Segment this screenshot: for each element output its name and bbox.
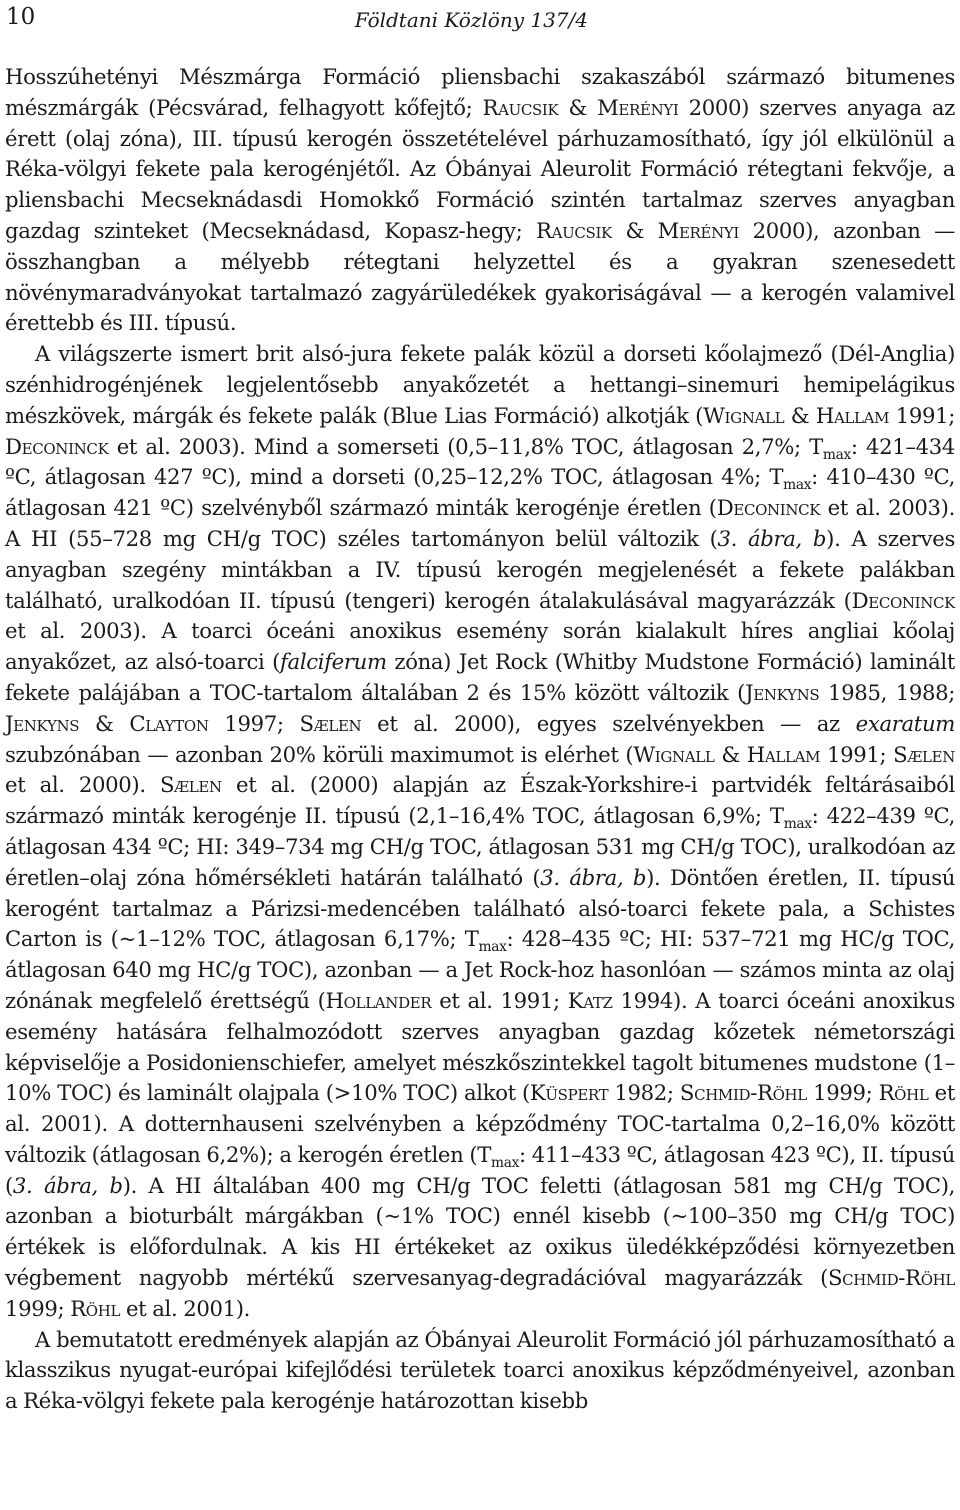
text-run: & <box>79 710 130 736</box>
author-citation: Röhl <box>878 1080 929 1106</box>
text-run: 1982; <box>608 1080 680 1106</box>
author-citation: Küspert <box>529 1080 609 1106</box>
author-citation: Wignall <box>633 741 715 767</box>
text-run: & <box>714 741 747 767</box>
page-number: 10 <box>6 4 36 30</box>
text-run: A világszerte ismert brit alsó-jura fekete palák közül a dorseti kőolajmező (Dél-Anglia) szénhidrogénjének legjelentősebb anyakőzetét a hettangi–sinemuri hemipelágikus mészkövek, márgák és fekete palák (Blue Lias Formáció) alkotják ( <box>5 341 955 428</box>
page-header <box>0 0 960 40</box>
text-run: ). Döntően éretlen, II. típusú kerogént tartalmaz a Párizsi-medencében található alsó-toarci fekete pala, a Schistes Carton is (~1–12% TOC, átlagosan 6,17%; T <box>5 864 956 952</box>
subscript: max <box>491 1155 520 1172</box>
author-citation: Hollander <box>325 987 432 1013</box>
author-citation: Wignall <box>703 402 785 428</box>
author-citation: Hallam <box>746 741 821 767</box>
italic-text: exaratum <box>855 710 955 736</box>
text-run: : 422–439 ºC, átlagosan 434 ºC; HI: 349–734 mg CH/g TOC, átlagosan 531 mg CH/g TOC), uralkodóan az éretlen–olaj zóna hőmérsékleti határán található ( <box>5 803 955 890</box>
text-run: et al. 2000). <box>5 772 160 798</box>
text-run: : 421–434 ºC, átlagosan 427 ºC), mind a dorseti (0,25–12,2% TOC, átlagosan 4%; T <box>5 433 955 490</box>
paragraph <box>5 339 955 1325</box>
text-run: et al. 1991; <box>431 987 568 1013</box>
text-run: : 411–433 ºC, átlagosan 423 ºC), II. típusú ( <box>5 1141 955 1198</box>
author-citation: Clayton <box>129 710 209 736</box>
text-run: 1997; <box>208 710 300 736</box>
text-run: et al. 2003). Mind a somerseti (0,5–11,8% TOC, átlagosan 2,7%; T <box>108 433 823 459</box>
subscript: max <box>478 939 507 956</box>
author-citation: Sælen <box>159 772 222 798</box>
text-run: : 410–430 ºC, átlagosan 421 ºC) szelvényből származó minták kerogénje éretlen ( <box>5 464 955 521</box>
text-run: 1994). A toarci óceáni anoxikus esemény hatására felhalmozódott szerves anyagban gazdag kőzetek németországi képviselője a Posidonienschiefer, amelyet mészkőszintekkel tagolt bitumenes mudstone (1–10% TOC) és laminált olajpala (>10% TOC) alkot ( <box>5 987 955 1106</box>
author-citation: Deconinck <box>716 495 821 521</box>
author-citation: Deconinck <box>5 433 109 459</box>
author-citation: Jenkyns <box>5 710 80 736</box>
text-run: et al. 2001). <box>120 1295 251 1321</box>
author-citation: Merényi <box>657 217 739 243</box>
paragraph <box>5 62 955 339</box>
text-run: & <box>558 94 598 120</box>
text-run: ). A szerves anyagban szegény mintákban a IV. típusú kerogén megjelenését a fekete palákban található, uralkodóan II. típusú (tengeri) kerogén átalakulásával magyarázzák ( <box>5 525 956 613</box>
italic-text: 3. ábra, b <box>717 525 827 551</box>
author-citation: Hallam <box>815 402 890 428</box>
text-run: 2000) szerves anyaga az érett (olaj zóna), III. típusú kerogén összetételével párhuzamosítható, így jól elkülönül a Réka-völgyi fekete pala kerogénjétől. Az Óbányai Aleurolit Formáció rétegtani fekvője, a pliensbachi Mecseknádasdi Homokkő Formáció szintén tartalmaz szerves anyagban gazdag szinteket (Mecseknádasd, Kopasz-hegy; <box>5 94 955 243</box>
text-run: zóna) Jet Rock (Whitby Mudstone Formáció) laminált fekete palájában a TOC-tartalom általában 2 és 15% között változik ( <box>5 649 955 705</box>
text-run: 2000), azonban — összhangban a mélyebb rétegtani helyzettel és a gyakran szenesedett növénymaradványokat tartalmazó zagyárüledékek gyakoriságával — a kerogén valamivel érettebb és III. típusú. <box>5 217 956 336</box>
subscript: max <box>822 446 851 463</box>
author-citation: Deconinck <box>851 587 955 613</box>
text-run: et al. 2001). A dotternhauseni szelvényben a képződmény TOC-tartalma 0,2–16,0% között változik (átlagosan 6,2%); a kerogén éretlen (T <box>5 1080 955 1167</box>
paragraph <box>5 1325 955 1417</box>
journal-title: Földtani Közlöny 137/4 <box>354 8 588 32</box>
text-run: 1985, 1988; <box>819 679 955 705</box>
text-run: : 428–435 ºC; HI: 537–721 mg HC/g TOC, átlagosan 640 mg HC/g TOC), azonban — a Jet Rock-hoz hasonlóan — számos minta az olaj zónának megfelelő érettségű ( <box>5 926 956 1013</box>
author-citation: Sælen <box>299 710 362 736</box>
author-citation: Schmid-Röhl <box>828 1265 955 1291</box>
text-run: 1991; <box>820 741 894 767</box>
text-run: ). A HI általában 400 mg CH/g TOC feletti (átlagosan 581 mg CH/g TOC), azonban a bioturbált márgákban (~1% TOC) ennél kisebb (~100–350 mg CH/g TOC) értékek is előfordulnak. A kis HI értékeket az oxikus üledékképződési környezetben végbement nagyobb mértékű szervesanyag-degradációval magyarázzák ( <box>5 1172 955 1291</box>
text-run: et al. (2000) alapján az Észak-Yorkshire-i partvidék feltárásaiból származó minták kerogénje II. típusú (2,1–16,4% TOC, átlagosan 6,9%; T <box>5 772 955 829</box>
subscript: max <box>783 477 812 494</box>
text-run: et al. 2003). A HI (55–728 mg CH/g TOC) széles tartományon belül változik ( <box>5 495 955 551</box>
subscript: max <box>783 816 812 833</box>
text-run: et al. 2000), egyes szelvényekben — az <box>361 710 856 736</box>
author-citation: Merényi <box>597 94 679 120</box>
italic-text: 3. ábra, b <box>540 864 647 890</box>
text-run: & <box>784 402 816 428</box>
italic-text: falciferum <box>280 649 387 675</box>
text-run: Hosszúhetényi Mészmárga Formáció pliensbachi szakaszából származó bitumenes mészmárgák (Pécsvárad, felhagyott kőfejtő; <box>5 64 955 120</box>
author-citation: Schmid-Röhl <box>679 1080 807 1106</box>
text-run: szubzónában — azonban 20% körüli maximumot is elérhet ( <box>5 741 634 767</box>
author-citation: Jenkyns <box>745 679 820 705</box>
text-run: et al. 2003). A toarci óceáni anoxikus esemény során kialakult híres angliai kőolaj anyakőzet, az alsó-toarci ( <box>5 618 955 675</box>
text-run: 1991; <box>889 402 956 428</box>
text-run: 1999; <box>5 1295 71 1321</box>
italic-text: 3. ábra, b <box>12 1172 123 1198</box>
author-citation: Röhl <box>70 1295 121 1321</box>
text-run: A bemutatott eredmények alapján az Óbányai Aleurolit Formáció jól párhuzamosítható a klasszikus nyugat-európai kifejlődési területek toarci anoxikus képződményeivel, azonban a Réka-völgyi fekete pala kerogénje határozottan kisebb <box>5 1326 955 1414</box>
author-citation: Sælen <box>893 741 955 767</box>
author-citation: Katz <box>567 987 613 1013</box>
author-citation: Raucsik <box>482 94 559 120</box>
article-body <box>5 62 955 1417</box>
author-citation: Raucsik <box>536 217 612 243</box>
text-run: & <box>611 217 658 243</box>
text-run: 1999; <box>806 1080 879 1106</box>
